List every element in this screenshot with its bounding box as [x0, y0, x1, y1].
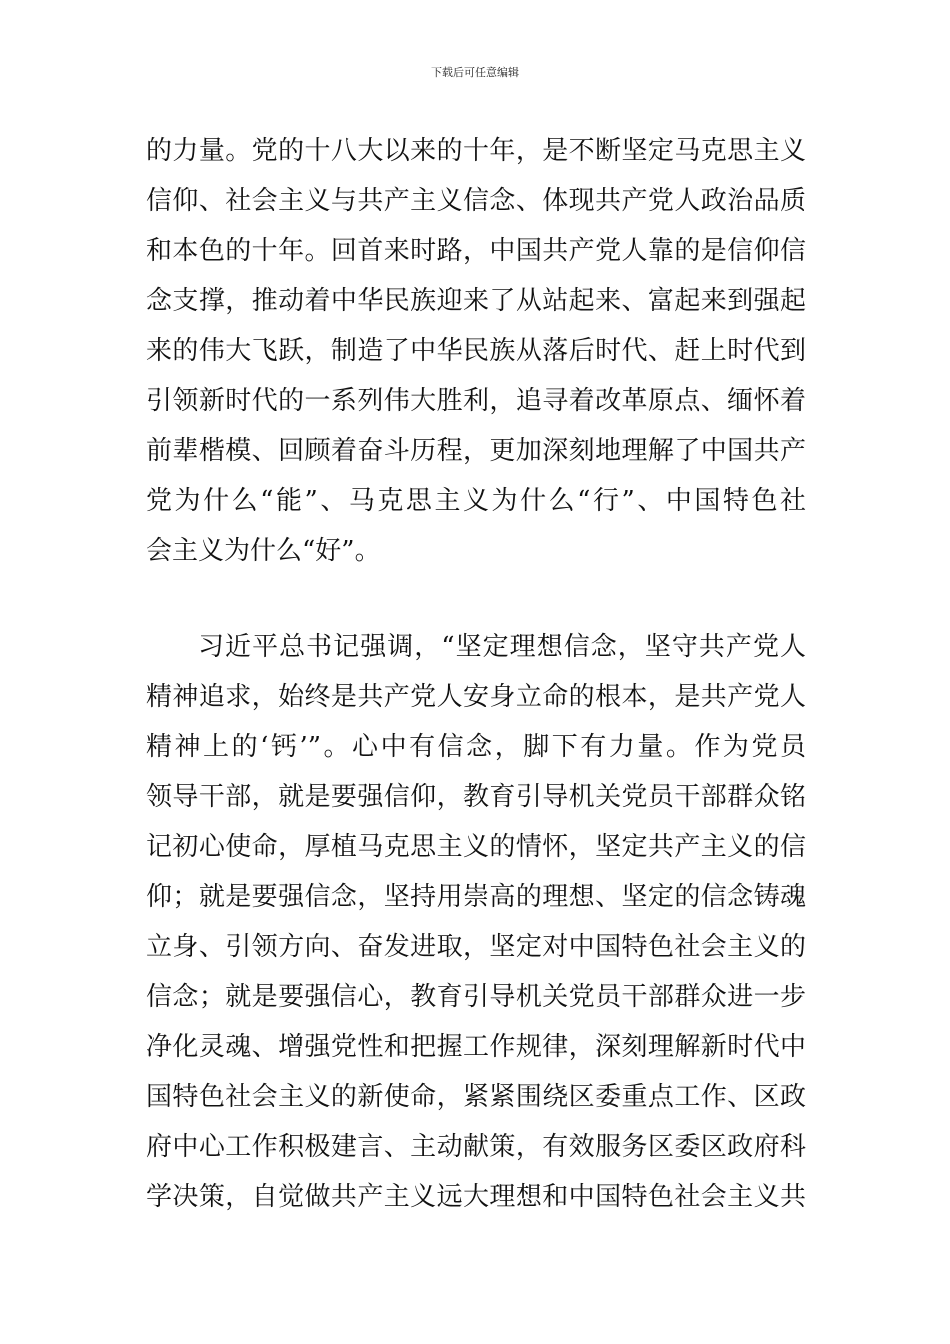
text-line: 和本色的十年。回首来时路，中国共产党人靠的是信仰信: [146, 236, 806, 266]
text-line: 记初心使命，厚植马克思主义的情怀，坚定共产主义的信: [146, 832, 806, 862]
text-line-indented: 习近平总书记强调，“坚定理想信念，坚守共产党人: [198, 632, 806, 662]
text-line: 信念；就是要强信心，教育引导机关党员干部群众进一步: [146, 982, 806, 1012]
text-line: 引领新时代的一系列伟大胜利，追寻着改革原点、缅怀着: [146, 386, 806, 416]
text-line: 会主义为什么“好”。: [146, 536, 381, 566]
text-line: 仰；就是要强信念，坚持用崇高的理想、坚定的信念铸魂: [146, 882, 806, 912]
text-line: 府中心工作积极建言、主动献策，有效服务区委区政府科: [146, 1132, 806, 1162]
text-line: 净化灵魂、增强党性和把握工作规律，深刻理解新时代中: [146, 1032, 806, 1062]
text-line: 念支撑，推动着中华民族迎来了从站起来、富起来到强起: [146, 286, 806, 316]
text-line: 立身、引领方向、奋发进取，坚定对中国特色社会主义的: [146, 932, 806, 962]
page-header: 下载后可任意编辑: [431, 66, 519, 79]
text-line: 党为什么“能”、马克思主义为什么“行”、中国特色社: [146, 486, 806, 516]
paragraph-1: [146, 126, 806, 576]
text-line: 来的伟大飞跃，制造了中华民族从落后时代、赶上时代到: [146, 336, 806, 366]
text-line: 前辈楷模、回顾着奋斗历程，更加深刻地理解了中国共产: [146, 436, 806, 466]
text-line: 精神追求，始终是共产党人安身立命的根本，是共产党人: [146, 682, 806, 712]
text-line: 精神上的‘钙’”。心中有信念，脚下有力量。作为党员: [146, 732, 806, 762]
text-line: 学决策，自觉做共产主义远大理想和中国特色社会主义共: [146, 1182, 806, 1212]
text-line: 信仰、社会主义与共产主义信念、体现共产党人政治品质: [146, 186, 806, 216]
text-line: 国特色社会主义的新使命，紧紧围绕区委重点工作、区政: [146, 1082, 806, 1112]
paragraph-2: [146, 622, 806, 1222]
text-line: 领导干部，就是要强信仰，教育引导机关党员干部群众铭: [146, 782, 806, 812]
text-line: 的力量。党的十八大以来的十年，是不断坚定马克思主义: [146, 136, 806, 166]
